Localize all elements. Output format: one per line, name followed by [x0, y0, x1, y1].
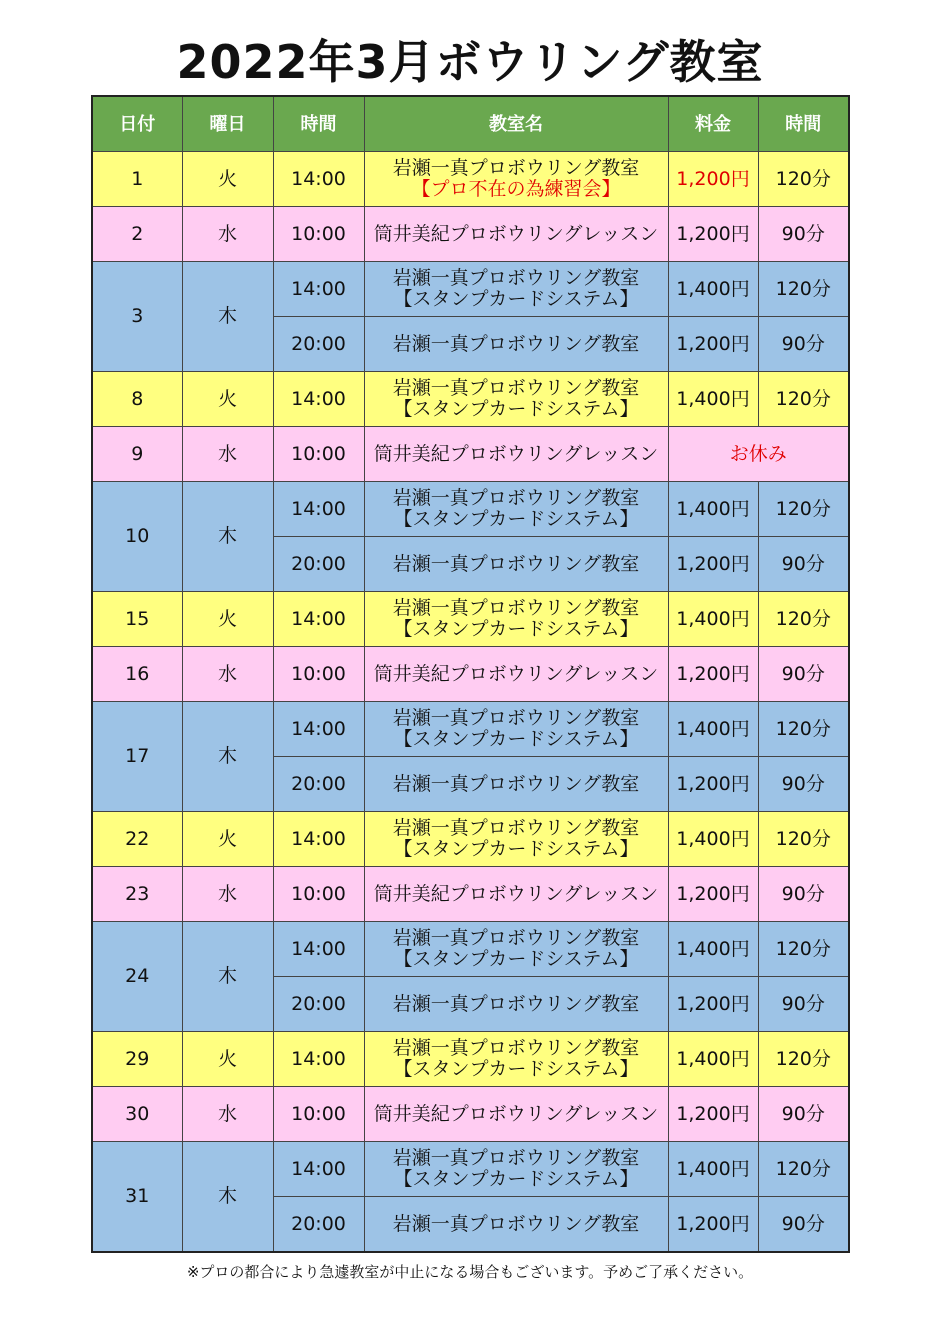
- class-name-cell: [364, 1197, 668, 1253]
- fee-cell: 1,400円: [668, 922, 758, 977]
- date-cell: 10: [92, 482, 182, 592]
- class-note: 【スタンプカードシステム】: [393, 728, 639, 750]
- class-name-cell: [364, 922, 668, 977]
- date-cell: 2: [92, 207, 182, 262]
- fee-cell: 1,200円: [668, 152, 758, 207]
- class-name: 岩瀬一真プロボウリング教室: [392, 772, 640, 795]
- date-cell: 8: [92, 372, 182, 427]
- table-row: [92, 1032, 849, 1087]
- page-title: 2022年3月ボウリング教室: [176, 35, 764, 89]
- schedule-table: [91, 95, 850, 1253]
- time-cell: 14:00: [273, 152, 364, 207]
- weekday-cell: 水: [182, 867, 273, 922]
- date-cell: 9: [92, 427, 182, 482]
- table-row: [92, 922, 849, 977]
- duration-cell: 90分: [758, 867, 849, 922]
- date-cell: 24: [92, 922, 182, 1032]
- class-name: 岩瀬一真プロボウリング教室: [392, 597, 640, 619]
- header-fee: 料金: [668, 96, 758, 152]
- weekday-cell: 水: [182, 427, 273, 482]
- class-name: 筒井美紀プロボウリングレッスン: [373, 662, 659, 685]
- date-cell: 17: [92, 702, 182, 812]
- fee-cell: 1,400円: [668, 372, 758, 427]
- fee-cell: 1,400円: [668, 482, 758, 537]
- class-name: 岩瀬一真プロボウリング教室: [392, 1147, 640, 1169]
- weekday-cell: 火: [182, 592, 273, 647]
- duration-cell: 90分: [758, 647, 849, 702]
- weekday-cell: 木: [182, 482, 273, 592]
- time-cell: 14:00: [273, 812, 364, 867]
- class-name-cell: [364, 372, 668, 427]
- fee-cell: 1,400円: [668, 1142, 758, 1197]
- duration-cell: 120分: [758, 372, 849, 427]
- duration-cell: 120分: [758, 922, 849, 977]
- class-note: 【スタンプカードシステム】: [393, 948, 639, 970]
- class-name-cell: [364, 482, 668, 537]
- table-row: [92, 1087, 849, 1142]
- duration-cell: 90分: [758, 537, 849, 592]
- class-name: 筒井美紀プロボウリングレッスン: [373, 442, 659, 465]
- date-cell: 3: [92, 262, 182, 372]
- class-name: 岩瀬一真プロボウリング教室: [392, 992, 640, 1015]
- time-cell: 14:00: [273, 922, 364, 977]
- table-row: [92, 592, 849, 647]
- time-cell: 10:00: [273, 647, 364, 702]
- duration-cell: 90分: [758, 1197, 849, 1253]
- weekday-cell: 水: [182, 1087, 273, 1142]
- table-row: [92, 262, 849, 317]
- class-name-cell: [364, 812, 668, 867]
- time-cell: 14:00: [273, 372, 364, 427]
- duration-cell: 120分: [758, 482, 849, 537]
- class-name-cell: [364, 262, 668, 317]
- class-note: 【スタンプカードシステム】: [393, 398, 639, 420]
- duration-cell: 120分: [758, 812, 849, 867]
- date-cell: 22: [92, 812, 182, 867]
- class-name: 岩瀬一真プロボウリング教室: [392, 927, 640, 949]
- weekday-cell: 火: [182, 812, 273, 867]
- time-cell: 10:00: [273, 207, 364, 262]
- time-cell: 10:00: [273, 427, 364, 482]
- weekday-cell: 水: [182, 647, 273, 702]
- fee-cell: 1,200円: [668, 1197, 758, 1253]
- duration-cell: 120分: [758, 1142, 849, 1197]
- fee-cell: 1,200円: [668, 1087, 758, 1142]
- class-name: 筒井美紀プロボウリングレッスン: [373, 1102, 659, 1125]
- date-cell: 1: [92, 152, 182, 207]
- time-cell: 10:00: [273, 867, 364, 922]
- duration-cell: 120分: [758, 152, 849, 207]
- weekday-cell: 木: [182, 1142, 273, 1253]
- table-row: [92, 372, 849, 427]
- duration-cell: 90分: [758, 1087, 849, 1142]
- time-cell: 10:00: [273, 1087, 364, 1142]
- class-name: 岩瀬一真プロボウリング教室: [392, 332, 640, 355]
- weekday-cell: 火: [182, 152, 273, 207]
- schedule-body: [92, 152, 849, 1253]
- header-row: [92, 96, 849, 152]
- table-row: [92, 812, 849, 867]
- header-weekday: 曜日: [182, 96, 273, 152]
- class-name-cell: [364, 867, 668, 922]
- date-cell: 16: [92, 647, 182, 702]
- fee-cell: 1,200円: [668, 647, 758, 702]
- time-cell: 14:00: [273, 262, 364, 317]
- time-cell: 14:00: [273, 482, 364, 537]
- class-name-cell: [364, 1087, 668, 1142]
- weekday-cell: 水: [182, 207, 273, 262]
- fee-cell: 1,200円: [668, 867, 758, 922]
- duration-cell: 120分: [758, 702, 849, 757]
- class-name: 岩瀬一真プロボウリング教室: [392, 707, 640, 729]
- class-name: 筒井美紀プロボウリングレッスン: [373, 882, 659, 905]
- table-row: [92, 427, 849, 482]
- date-cell: 31: [92, 1142, 182, 1253]
- time-cell: 20:00: [273, 977, 364, 1032]
- class-name-cell: [364, 977, 668, 1032]
- duration-cell: 120分: [758, 1032, 849, 1087]
- fee-cell: 1,200円: [668, 757, 758, 812]
- class-name: 岩瀬一真プロボウリング教室: [392, 487, 640, 509]
- class-name: 岩瀬一真プロボウリング教室: [392, 157, 640, 179]
- weekday-cell: 火: [182, 1032, 273, 1087]
- class-name-cell: [364, 152, 668, 207]
- time-cell: 20:00: [273, 317, 364, 372]
- fee-cell: 1,400円: [668, 812, 758, 867]
- weekday-cell: 木: [182, 262, 273, 372]
- class-note: 【スタンプカードシステム】: [393, 288, 639, 310]
- class-note: 【スタンプカードシステム】: [393, 618, 639, 640]
- duration-cell: 120分: [758, 262, 849, 317]
- fee-cell: 1,400円: [668, 1032, 758, 1087]
- fee-cell: 1,200円: [668, 317, 758, 372]
- class-name-cell: [364, 207, 668, 262]
- date-cell: 30: [92, 1087, 182, 1142]
- duration-cell: 120分: [758, 592, 849, 647]
- class-note: 【スタンプカードシステム】: [393, 1058, 639, 1080]
- time-cell: 14:00: [273, 1142, 364, 1197]
- time-cell: 14:00: [273, 1032, 364, 1087]
- weekday-cell: 木: [182, 702, 273, 812]
- fee-cell: 1,200円: [668, 207, 758, 262]
- class-name: 岩瀬一真プロボウリング教室: [392, 1212, 640, 1235]
- class-note: 【スタンプカードシステム】: [393, 838, 639, 860]
- date-cell: 23: [92, 867, 182, 922]
- table-row: [92, 702, 849, 757]
- time-cell: 20:00: [273, 1197, 364, 1253]
- fee-cell: 1,400円: [668, 592, 758, 647]
- class-name-cell: [364, 592, 668, 647]
- time-cell: 20:00: [273, 537, 364, 592]
- time-cell: 20:00: [273, 757, 364, 812]
- table-row: [92, 867, 849, 922]
- duration-cell: 90分: [758, 977, 849, 1032]
- class-note: 【プロ不在の為練習会】: [411, 178, 621, 200]
- class-name-cell: [364, 427, 668, 482]
- footnote: ※プロの都合により急遽教室が中止になる場合もございます。予めご了承ください。: [186, 1263, 754, 1281]
- fee-cell: 1,200円: [668, 977, 758, 1032]
- class-name-cell: [364, 537, 668, 592]
- header-date: 日付: [92, 96, 182, 152]
- class-name: 岩瀬一真プロボウリング教室: [392, 1037, 640, 1059]
- class-name-cell: [364, 1142, 668, 1197]
- time-cell: 14:00: [273, 702, 364, 757]
- class-note: 【スタンプカードシステム】: [393, 1168, 639, 1190]
- class-name: 岩瀬一真プロボウリング教室: [392, 552, 640, 575]
- header-time: 時間: [273, 96, 364, 152]
- table-row: [92, 482, 849, 537]
- weekday-cell: 火: [182, 372, 273, 427]
- class-note: 【スタンプカードシステム】: [393, 508, 639, 530]
- class-name: 筒井美紀プロボウリングレッスン: [373, 222, 659, 245]
- class-name: 岩瀬一真プロボウリング教室: [392, 817, 640, 839]
- class-name-cell: [364, 1032, 668, 1087]
- class-name-cell: [364, 647, 668, 702]
- closed-cell: お休み: [668, 427, 849, 482]
- table-row: [92, 152, 849, 207]
- class-name-cell: [364, 317, 668, 372]
- class-name: 岩瀬一真プロボウリング教室: [392, 267, 640, 289]
- table-row: [92, 207, 849, 262]
- class-name-cell: [364, 702, 668, 757]
- class-name: 岩瀬一真プロボウリング教室: [392, 377, 640, 399]
- class-name-cell: [364, 757, 668, 812]
- fee-cell: 1,400円: [668, 262, 758, 317]
- header-class-name: 教室名: [364, 96, 668, 152]
- duration-cell: 90分: [758, 757, 849, 812]
- weekday-cell: 木: [182, 922, 273, 1032]
- duration-cell: 90分: [758, 207, 849, 262]
- table-row: [92, 1142, 849, 1197]
- table-row: [92, 647, 849, 702]
- duration-cell: 90分: [758, 317, 849, 372]
- date-cell: 15: [92, 592, 182, 647]
- fee-cell: 1,400円: [668, 702, 758, 757]
- time-cell: 14:00: [273, 592, 364, 647]
- header-duration: 時間: [758, 96, 849, 152]
- fee-cell: 1,200円: [668, 537, 758, 592]
- date-cell: 29: [92, 1032, 182, 1087]
